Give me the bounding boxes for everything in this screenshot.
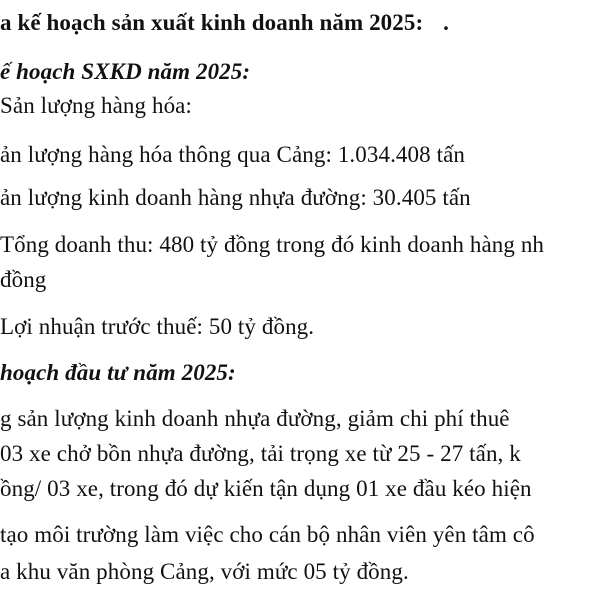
- item-output-volume: Sản lượng hàng hóa:: [0, 93, 192, 118]
- main-heading-text: a kế hoạch sản xuất kinh doanh năm 2025:: [0, 10, 424, 35]
- section-1-heading: ế hoạch SXKD năm 2025:: [0, 59, 251, 84]
- invest-line-3: ồng/ 03 xe, trong đó dự kiến tận dụng 01 xe đầu kéo hiện: [0, 476, 532, 501]
- item-revenue-line-1: Tổng doanh thu: 480 tỷ đồng trong đó kinh doanh hàng nh: [0, 232, 545, 257]
- invest-line-5: a khu văn phòng Cảng, với mức 05 tỷ đồng.: [0, 559, 409, 584]
- invest-line-1: g sản lượng kinh doanh nhựa đường, giảm chi phí thuê: [0, 406, 510, 431]
- main-heading-suffix: .: [443, 10, 449, 35]
- invest-line-2: 03 xe chở bồn nhựa đường, tải trọng xe từ 25 - 27 tấn, k: [0, 441, 521, 466]
- item-port-volume: ản lượng hàng hóa thông qua Cảng: 1.034.408 tấn: [0, 142, 465, 167]
- item-profit: Lợi nhuận trước thuế: 50 tỷ đồng.: [0, 314, 315, 339]
- section-2-heading: hoạch đầu tư năm 2025:: [0, 360, 236, 385]
- item-asphalt-volume: ản lượng kinh doanh hàng nhựa đường: 30.405 tấn: [0, 185, 471, 210]
- top-cut-off-line: [0, 0, 600, 4]
- invest-line-4: tạo môi trường làm việc cho cán bộ nhân viên yên tâm cô: [0, 522, 535, 547]
- main-heading: [0, 9, 449, 37]
- item-revenue-line-2: đồng: [0, 267, 47, 292]
